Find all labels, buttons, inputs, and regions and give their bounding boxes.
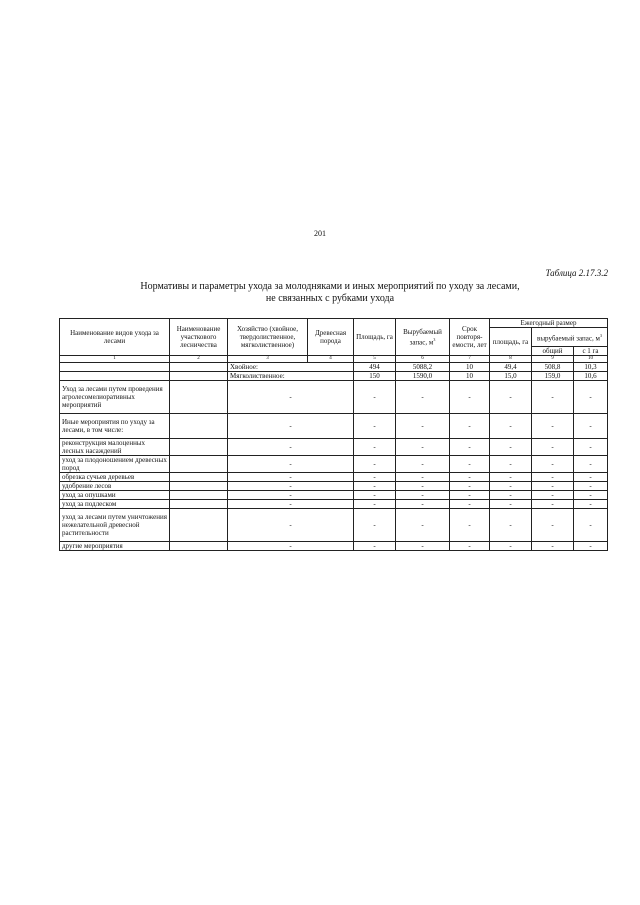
summary-stock: 5088,2 — [396, 363, 450, 372]
table-row — [60, 491, 608, 500]
dash-cell: - — [450, 473, 490, 482]
dash-cell: - — [228, 509, 354, 542]
header-economy: Хозяйство (хвойное, твердолиственное, мягколиственное) — [228, 319, 308, 356]
dash-cell: - — [574, 439, 608, 456]
column-numbers-row — [60, 356, 608, 363]
dash-cell: - — [228, 473, 354, 482]
dash-cell: - — [354, 509, 396, 542]
table-title — [60, 281, 600, 305]
dash-cell: - — [532, 509, 574, 542]
empty-cell — [170, 482, 228, 491]
activity-name: реконструкция малоценных лесных насаждений — [60, 439, 170, 456]
dash-cell: - — [532, 500, 574, 509]
header-care-type: Наименование видов ухода за лесами — [60, 319, 170, 356]
dash-cell: - — [574, 456, 608, 473]
summary-period: 10 — [450, 372, 490, 381]
page-number: 201 — [314, 229, 326, 238]
header-per-ha: с 1 га — [574, 347, 608, 356]
dash-cell: - — [574, 509, 608, 542]
dash-cell: - — [532, 482, 574, 491]
dash-cell: - — [450, 414, 490, 439]
dash-cell: - — [532, 473, 574, 482]
dash-cell: - — [574, 491, 608, 500]
dash-cell: - — [574, 381, 608, 414]
empty-cell — [170, 456, 228, 473]
dash-cell: - — [574, 414, 608, 439]
dash-cell: - — [450, 439, 490, 456]
table-row — [60, 414, 608, 439]
title-line-2: не связанных с рубками ухода — [265, 293, 395, 304]
activity-name: обрезка сучьев деревьев — [60, 473, 170, 482]
dash-cell: - — [396, 542, 450, 551]
empty-cell — [60, 372, 170, 381]
col-number: 2 — [170, 356, 228, 363]
dash-cell: - — [354, 439, 396, 456]
dash-cell: - — [354, 473, 396, 482]
dash-cell: - — [354, 482, 396, 491]
dash-cell: - — [396, 491, 450, 500]
dash-cell: - — [354, 414, 396, 439]
activity-name: Иные мероприятия по уходу за лесами, в том числе: — [60, 414, 170, 439]
dash-cell: - — [490, 414, 532, 439]
empty-cell — [170, 363, 228, 372]
dash-cell: - — [490, 509, 532, 542]
dash-cell: - — [396, 473, 450, 482]
table-row — [60, 482, 608, 491]
dash-cell: - — [490, 500, 532, 509]
dash-cell: - — [354, 381, 396, 414]
summary-annual-per-ha: 10,6 — [574, 372, 608, 381]
dash-cell: - — [396, 456, 450, 473]
col-number: 8 — [490, 356, 532, 363]
dash-cell: - — [228, 381, 354, 414]
dash-cell: - — [228, 542, 354, 551]
header-annual: Ежегодный размер — [490, 319, 608, 328]
dash-cell: - — [490, 456, 532, 473]
dash-cell: - — [490, 473, 532, 482]
col-number: 4 — [308, 356, 354, 363]
dash-cell: - — [450, 482, 490, 491]
dash-cell: - — [490, 542, 532, 551]
dash-cell: - — [228, 414, 354, 439]
activity-name: уход за подлеском — [60, 500, 170, 509]
dash-cell: - — [228, 456, 354, 473]
empty-cell — [60, 363, 170, 372]
empty-cell — [170, 509, 228, 542]
header-area: Площадь, га — [354, 319, 396, 356]
dash-cell: - — [450, 381, 490, 414]
dash-cell: - — [396, 500, 450, 509]
empty-cell — [170, 381, 228, 414]
dash-cell: - — [450, 509, 490, 542]
activity-name: уход за опушками — [60, 491, 170, 500]
col-number: 5 — [354, 356, 396, 363]
dash-cell: - — [532, 491, 574, 500]
dash-cell: - — [450, 456, 490, 473]
summary-annual-area: 49,4 — [490, 363, 532, 372]
header-annual-area: площадь, га — [490, 328, 532, 356]
summary-economy: Хвойное: — [228, 363, 354, 372]
dash-cell: - — [574, 500, 608, 509]
table-row — [60, 473, 608, 482]
activity-name: уход за плодоношением древесных пород — [60, 456, 170, 473]
title-line-1: Нормативы и параметры ухода за молодняками и иных мероприятий по уходу за лесами, — [140, 281, 520, 292]
dash-cell: - — [450, 491, 490, 500]
dash-cell: - — [532, 381, 574, 414]
col-number: 7 — [450, 356, 490, 363]
dash-cell: - — [354, 542, 396, 551]
col-number: 10 — [574, 356, 608, 363]
dash-cell: - — [490, 381, 532, 414]
table-row — [60, 500, 608, 509]
summary-period: 10 — [450, 363, 490, 372]
empty-cell — [170, 372, 228, 381]
dash-cell: - — [532, 414, 574, 439]
dash-cell: - — [574, 473, 608, 482]
dash-cell: - — [396, 414, 450, 439]
col-number: 1 — [60, 356, 170, 363]
dash-cell: - — [396, 439, 450, 456]
dash-cell: - — [396, 509, 450, 542]
empty-cell — [170, 500, 228, 509]
table-row — [60, 439, 608, 456]
dash-cell: - — [228, 500, 354, 509]
header-period: Срок повторя-емости, лет — [450, 319, 490, 356]
dash-cell: - — [396, 381, 450, 414]
header-total: общий — [532, 347, 574, 356]
activity-name: Уход за лесами путем проведения агролесомелиоративных мероприятий — [60, 381, 170, 414]
summary-row — [60, 363, 608, 372]
dash-cell: - — [450, 542, 490, 551]
summary-area: 494 — [354, 363, 396, 372]
table-label: Таблица 2.17.3.2 — [545, 268, 608, 278]
table-row — [60, 509, 608, 542]
dash-cell: - — [228, 491, 354, 500]
col-number: 3 — [228, 356, 308, 363]
col-number: 9 — [532, 356, 574, 363]
header-annual-stock: вырубаемый запас, $м^3$ — [532, 328, 608, 347]
table-row — [60, 542, 608, 551]
activity-name: другие мероприятия — [60, 542, 170, 551]
table-row — [60, 381, 608, 414]
empty-cell — [170, 414, 228, 439]
dash-cell: - — [490, 439, 532, 456]
dash-cell: - — [532, 456, 574, 473]
empty-cell — [170, 491, 228, 500]
summary-area: 150 — [354, 372, 396, 381]
summary-annual-per-ha: 10,3 — [574, 363, 608, 372]
dash-cell: - — [532, 439, 574, 456]
empty-cell — [170, 439, 228, 456]
dash-cell: - — [574, 542, 608, 551]
dash-cell: - — [354, 500, 396, 509]
header-forestry: Наименование участкового лесничества — [170, 319, 228, 356]
dash-cell: - — [490, 491, 532, 500]
col-number: 6 — [396, 356, 450, 363]
dash-cell: - — [490, 482, 532, 491]
summary-row — [60, 372, 608, 381]
dash-cell: - — [354, 491, 396, 500]
header-stock: Вырубаемый запас, $м^3$ — [396, 319, 450, 356]
dash-cell: - — [574, 482, 608, 491]
summary-annual-area: 15,0 — [490, 372, 532, 381]
dash-cell: - — [532, 542, 574, 551]
empty-cell — [170, 473, 228, 482]
summary-annual-total: 508,8 — [532, 363, 574, 372]
summary-stock: 1590,0 — [396, 372, 450, 381]
table-row — [60, 456, 608, 473]
dash-cell: - — [228, 439, 354, 456]
dash-cell: - — [450, 500, 490, 509]
header-species: Древесная порода — [308, 319, 354, 356]
summary-economy: Мягколиственное: — [228, 372, 354, 381]
norms-table — [59, 318, 608, 551]
dash-cell: - — [354, 456, 396, 473]
empty-cell — [170, 542, 228, 551]
dash-cell: - — [396, 482, 450, 491]
activity-name: уход за лесами путем уничтожения нежелательной древесной растительности — [60, 509, 170, 542]
activity-name: удобрение лесов — [60, 482, 170, 491]
summary-annual-total: 159,0 — [532, 372, 574, 381]
dash-cell: - — [228, 482, 354, 491]
